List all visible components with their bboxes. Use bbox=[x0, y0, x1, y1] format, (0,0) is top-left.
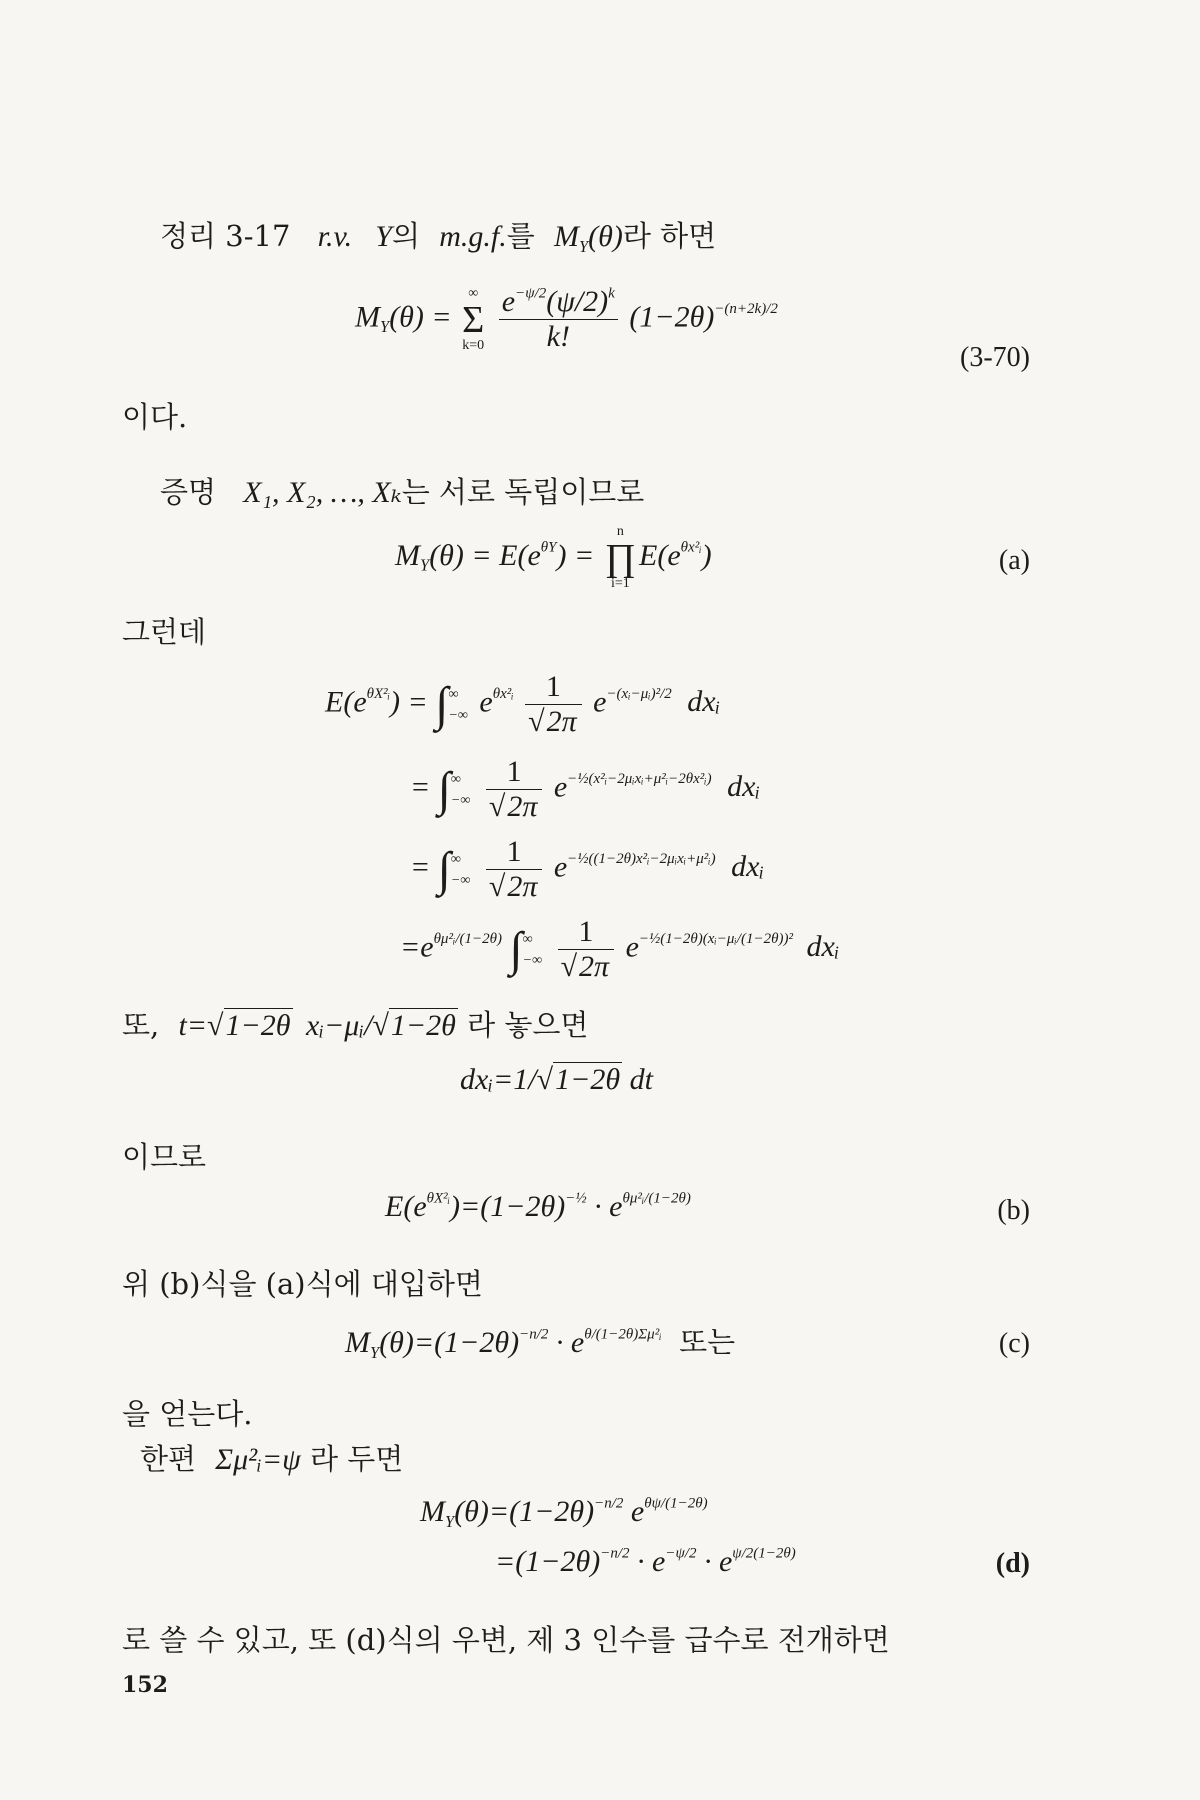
dx-line: dxᵢ=1/√1−2θ dt bbox=[460, 1063, 653, 1096]
equation-number-c: (c) bbox=[998, 1328, 1030, 1359]
theorem-label: 정리 3-17 bbox=[160, 219, 291, 253]
eq370-lhs: M bbox=[355, 300, 380, 334]
int2-frac-den: 2π bbox=[507, 790, 538, 823]
eqd2-mid-exp: −n/2 bbox=[600, 1545, 630, 1562]
integral-line-1 bbox=[325, 670, 720, 739]
eqd1-lhs-sub: Y bbox=[445, 1511, 455, 1531]
int4-frac-num: 1 bbox=[558, 915, 615, 950]
sum-upper-limit: ∞ bbox=[468, 285, 479, 301]
eqd2-e1: e bbox=[652, 1545, 666, 1578]
mgf-subscript: Y bbox=[578, 236, 589, 256]
eq370-lhs-arg: (θ) bbox=[389, 300, 424, 334]
eqa-lhs: M bbox=[395, 538, 420, 572]
prod-lower-limit: i=1 bbox=[610, 576, 630, 591]
substitution-line: 또, t=√1−2θ xᵢ−μᵢ/√1−2θ 라 놓으면 bbox=[122, 1008, 589, 1042]
eqb-mid: )=(1−2θ) bbox=[450, 1190, 566, 1223]
integral-line-3 bbox=[410, 835, 764, 904]
eqb-mid-exp: −½ bbox=[565, 1190, 587, 1207]
geureonde-text: 그런데 bbox=[122, 615, 207, 649]
int4-equals-e: =e bbox=[400, 930, 434, 964]
sum-lower-limit: k=0 bbox=[462, 337, 485, 353]
eq370-fraction bbox=[499, 285, 618, 354]
theorem-text-1: 의 bbox=[391, 219, 420, 253]
dx-root: 1−2θ bbox=[555, 1063, 621, 1096]
int2-upper-limit: ∞ bbox=[450, 771, 461, 787]
int1-frac-num: 1 bbox=[525, 670, 582, 705]
int2-e-exp: −½(x²ᵢ−2μᵢxᵢ+μ²ᵢ−2θx²ᵢ) bbox=[567, 770, 712, 787]
int2-equals: = bbox=[410, 770, 431, 804]
equation-3-70 bbox=[355, 285, 778, 354]
eqd2-e2: e bbox=[718, 1545, 733, 1578]
num-exponent: −ψ/2 bbox=[515, 285, 547, 302]
int3-dx: dxᵢ bbox=[731, 850, 765, 884]
int3-frac-den: 2π bbox=[507, 870, 538, 903]
eq370-tail-exp: −(n+2k)/2 bbox=[714, 300, 778, 317]
equation-number-d: (d) bbox=[995, 1548, 1030, 1579]
mgf-abbrev: m.g.f. bbox=[439, 220, 507, 253]
hanpyeon-line bbox=[140, 1437, 403, 1478]
eqa-lhs-sub: Y bbox=[420, 555, 430, 575]
proof-label: 증명 bbox=[160, 475, 217, 509]
subst-root1: 1−2θ bbox=[225, 1009, 291, 1042]
eqc-e-exp: θ/(1−2θ)Σμ²ᵢ bbox=[584, 1326, 662, 1343]
eqd1-e: e bbox=[630, 1495, 645, 1528]
eqd2-mid: =(1−2θ) bbox=[495, 1545, 601, 1578]
int3-e: e bbox=[553, 850, 568, 884]
equation-number-b: (b) bbox=[997, 1195, 1030, 1226]
eqd1-mid-exp: −n/2 bbox=[594, 1495, 624, 1512]
eqc-mid: (θ)=(1−2θ) bbox=[379, 1326, 520, 1359]
prod-upper-limit: n bbox=[616, 524, 624, 539]
int1-upper-limit: ∞ bbox=[448, 686, 459, 702]
int4-lower-limit: −∞ bbox=[522, 952, 543, 968]
equation-b bbox=[385, 1190, 691, 1224]
eqd1-lhs: M bbox=[420, 1495, 445, 1528]
num-e: e bbox=[501, 285, 516, 318]
eq370-equals: = bbox=[431, 300, 452, 334]
int4-pre-exp: θμ²ᵢ/(1−2θ) bbox=[433, 930, 502, 947]
int4-upper-limit: ∞ bbox=[522, 931, 533, 947]
int1-fraction: $\frac{1}{√2\pi}$ bbox=[525, 670, 582, 739]
eqd2-dot-1: · bbox=[637, 1545, 645, 1578]
int4-dx: dxᵢ bbox=[806, 930, 840, 964]
summation bbox=[462, 287, 484, 353]
int3-e-exp: −½((1−2θ)x²ᵢ−2μᵢxᵢ+μ²ᵢ) bbox=[567, 850, 716, 867]
proof-text: 는 서로 독립이므로 bbox=[401, 475, 645, 509]
subst-t: t= bbox=[178, 1009, 208, 1042]
equation-number-a: (a) bbox=[998, 545, 1030, 576]
eqd2-e2-exp: ψ/2(1−2θ) bbox=[732, 1545, 796, 1562]
int3-fraction: $\frac{1}{√2\pi}$ bbox=[486, 835, 543, 904]
integral-sign: ∫ bbox=[435, 678, 449, 731]
var-Y: Y bbox=[375, 220, 392, 253]
subst-text: 라 놓으면 bbox=[467, 1008, 589, 1042]
rv-abbrev: r.v. bbox=[317, 220, 353, 253]
ida-text: 이다. bbox=[122, 400, 188, 434]
eqa-part1-exp: θY bbox=[540, 539, 557, 556]
theorem-statement bbox=[160, 214, 716, 257]
eq370-tail: (1−2θ) bbox=[629, 300, 715, 334]
equation-a bbox=[395, 525, 712, 591]
eqc-tail: 또는 bbox=[679, 1327, 736, 1359]
substitute-sentence: 위 (b)식을 (a)식에 대입하면 bbox=[122, 1267, 483, 1301]
eqc-e: e bbox=[570, 1326, 585, 1359]
product bbox=[605, 525, 636, 591]
int3-equals: = bbox=[410, 850, 431, 884]
eqd2-dot-2: · bbox=[703, 1545, 712, 1578]
int1-e1-exp: θx²ᵢ bbox=[492, 685, 514, 702]
eqa-part3: E(e bbox=[639, 538, 681, 572]
int4-fraction: $\frac{1}{√2\pi}$ bbox=[558, 915, 615, 984]
int3-frac-num: 1 bbox=[486, 835, 543, 870]
hanpyeon-text: 라 두면 bbox=[309, 1442, 404, 1476]
int3-lower-limit: −∞ bbox=[450, 872, 471, 888]
subst-mid: xᵢ−μᵢ/ bbox=[306, 1009, 373, 1042]
eqb-e-exp: θμ²ᵢ/(1−2θ) bbox=[622, 1190, 691, 1207]
int1-e2-exp: −(xᵢ−μᵢ)²/2 bbox=[606, 685, 672, 702]
eqa-part3-exp: θx²ᵢ bbox=[680, 539, 702, 556]
eqc-lhs: M bbox=[345, 1326, 370, 1359]
int2-lower-limit: −∞ bbox=[450, 792, 471, 808]
int1-lower-limit: −∞ bbox=[448, 707, 468, 723]
int4-frac-den: 2π bbox=[579, 950, 610, 983]
eqd2-e1-exp: −ψ/2 bbox=[665, 1545, 697, 1562]
page-number: 152 bbox=[122, 1672, 168, 1698]
integral-line-4 bbox=[400, 915, 840, 984]
num-psi-half: (ψ/2) bbox=[546, 285, 609, 318]
eqa-part2: ) = bbox=[556, 538, 602, 572]
prod-symbol: ∏ bbox=[604, 537, 637, 579]
eq370-lhs-sub: Y bbox=[380, 317, 390, 337]
hanpyeon-lead: 한편 bbox=[140, 1442, 197, 1476]
num-power-k: k bbox=[608, 285, 615, 302]
imeuro-text: 이므로 bbox=[122, 1140, 207, 1174]
theorem-text-3: 라 하면 bbox=[622, 219, 717, 253]
int2-dx: dxᵢ bbox=[727, 770, 761, 804]
proof-vars: X₁, X₂, …, Xₖ bbox=[243, 476, 402, 509]
theorem-text-2: 를 bbox=[506, 219, 535, 253]
integral-line-2 bbox=[410, 755, 760, 824]
den-factorial: k! bbox=[546, 320, 570, 353]
eqc-dot: · bbox=[555, 1326, 564, 1359]
int2-frac-num: 1 bbox=[486, 755, 543, 790]
int1-lhs-close: ) = bbox=[390, 685, 428, 719]
proof-statement bbox=[160, 470, 644, 511]
eqd1-mid: (θ)=(1−2θ) bbox=[454, 1495, 595, 1528]
subst-root2: 1−2θ bbox=[390, 1009, 456, 1042]
int1-e2: e bbox=[593, 685, 607, 719]
integral-sign: ∫ bbox=[509, 923, 523, 976]
dx-lhs: dxᵢ=1/ bbox=[460, 1063, 537, 1096]
eqc-lhs-sub: Y bbox=[370, 1342, 380, 1362]
eqd1-e-exp: θψ/(1−2θ) bbox=[644, 1495, 708, 1512]
equation-c bbox=[345, 1320, 735, 1363]
hanpyeon-expr: Σμ²ᵢ=ψ bbox=[215, 1443, 301, 1476]
int3-upper-limit: ∞ bbox=[450, 851, 461, 867]
eqb-e: e bbox=[609, 1190, 623, 1223]
int1-dx: dxᵢ bbox=[687, 685, 721, 719]
int2-fraction: $\frac{1}{√2\pi}$ bbox=[486, 755, 543, 824]
integral-sign: ∫ bbox=[437, 763, 451, 816]
eqc-mid-exp: −n/2 bbox=[519, 1326, 549, 1343]
equation-number-3-70: (3-70) bbox=[960, 342, 1030, 373]
mgf-symbol: M bbox=[553, 220, 579, 253]
eqa-part4: ) bbox=[701, 538, 712, 572]
int4-e: e bbox=[625, 930, 639, 964]
dx-dt: dt bbox=[629, 1063, 653, 1096]
int1-frac-den: 2π bbox=[546, 705, 577, 738]
eqb-lhs-exp: θX²ᵢ bbox=[426, 1190, 451, 1207]
subst-lead: 또, bbox=[122, 1008, 160, 1042]
int1-e1: e bbox=[479, 685, 493, 719]
int4-e-exp: −½(1−2θ)(xᵢ−μᵢ/(1−2θ))² bbox=[638, 930, 793, 947]
eqb-dot: · bbox=[594, 1190, 602, 1223]
eqb-lhs: E(e bbox=[385, 1190, 427, 1223]
sum-symbol: Σ bbox=[462, 298, 485, 341]
integral-sign: ∫ bbox=[437, 843, 451, 896]
eqa-part1: (θ) = E(e bbox=[429, 538, 541, 572]
mgf-argument: (θ) bbox=[588, 220, 623, 253]
int2-e: e bbox=[553, 770, 568, 804]
equation-d-line-1 bbox=[420, 1495, 708, 1532]
eotneunda-text: 을 얻는다. bbox=[122, 1397, 253, 1431]
int1-lhs-exp: θX²ᵢ bbox=[366, 685, 391, 702]
equation-d-line-2 bbox=[495, 1545, 796, 1579]
int1-lhs: E(e bbox=[325, 685, 367, 719]
final-sentence: 로 쓸 수 있고, 또 (d)식의 우변, 제 3 인수를 급수로 전개하면 bbox=[122, 1623, 890, 1657]
